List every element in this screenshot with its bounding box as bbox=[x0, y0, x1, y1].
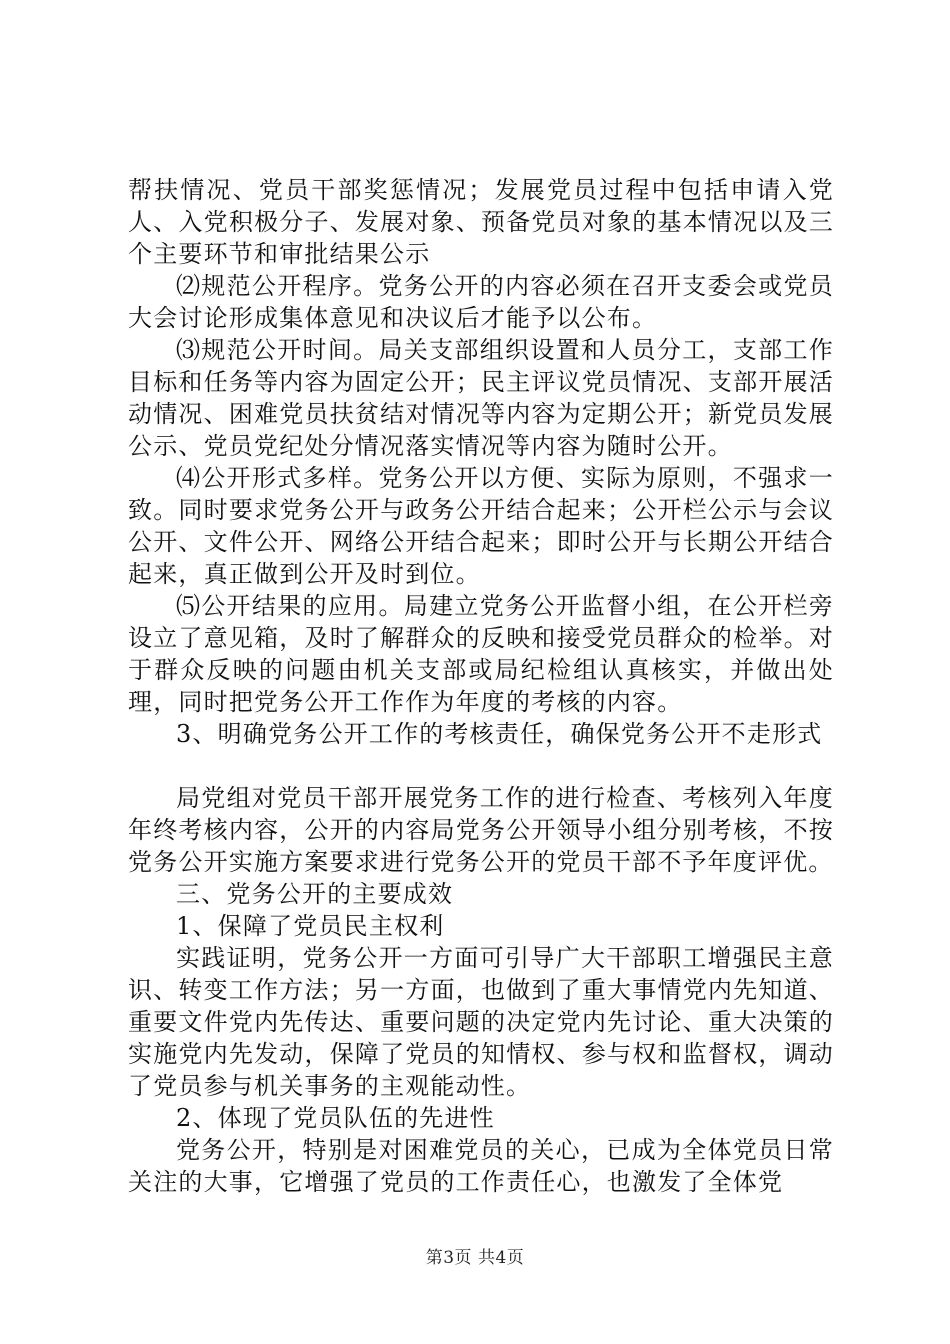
paragraph-item-5: ⑸公开结果的应用。局建立党务公开监督小组，在公开栏旁设立了意见箱，及时了解群众的反映和接受党员群众的检举。对于群众反映的问题由机关支部或局纪检组认真核实，并做出处理，同时把党务公开工作作为年度的考核的内容。 bbox=[128, 592, 834, 716]
paragraph-item-3: ⑶规范公开时间。局关支部组织设置和人员分工，支部工作目标和任务等内容为固定公开；民主评议党员情况、支部开展活动情况、困难党员扶贫结对情况等内容为定期公开；新党员发展公示、党员党纪处分情况落实情况等内容为随时公开。 bbox=[128, 336, 834, 460]
subheading-2: 2、体现了党员队伍的先进性 bbox=[176, 1104, 495, 1132]
paragraph-spacer bbox=[128, 750, 834, 782]
section-heading-3: 3、明确党务公开工作的考核责任，确保党务公开不走形式 bbox=[176, 720, 823, 748]
section-heading-results: 三、党务公开的主要成效 bbox=[176, 880, 454, 908]
document-body bbox=[128, 174, 834, 1198]
subheading-1: 1、保障了党员民主权利 bbox=[176, 912, 445, 940]
paragraph-item-4: ⑷公开形式多样。党务公开以方便、实际为原则，不强求一致。同时要求党务公开与政务公开结合起来；公开栏公示与会议公开、文件公开、网络公开结合起来；即时公开与长期公开结合起来，真正做到公开及时到位。 bbox=[128, 464, 834, 588]
paragraph-openness: 党务公开，特别是对困难党员的关心，已成为全体党员日常关注的大事，它增强了党员的工作责任心，也激发了全体党 bbox=[128, 1136, 834, 1196]
paragraph-item-2: ⑵规范公开程序。党务公开的内容必须在召开支委会或党员大会讨论形成集体意见和决议后才能予以公布。 bbox=[128, 272, 834, 332]
paragraph-practice: 实践证明，党务公开一方面可引导广大干部职工增强民主意识、转变工作方法；另一方面，也做到了重大事情党内先知道、重要文件党内先传达、重要问题的决定党内先讨论、重大决策的实施党内先发动，保障了党员的知情权、参与权和监督权，调动了党员参与机关事务的主观能动性。 bbox=[128, 944, 834, 1100]
page-number-footer: 第3页 共4页 bbox=[425, 1248, 525, 1268]
paragraph-continuation: 帮扶情况、党员干部奖惩情况；发展党员过程中包括申请入党人、入党积极分子、发展对象、预备党员对象的基本情况以及三个主要环节和审批结果公示 bbox=[128, 176, 834, 268]
paragraph-assessment: 局党组对党员干部开展党务工作的进行检查、考核列入年度年终考核内容，公开的内容局党务公开领导小组分别考核，不按党务公开实施方案要求进行党务公开的党员干部不予年度评优。 bbox=[128, 784, 834, 876]
